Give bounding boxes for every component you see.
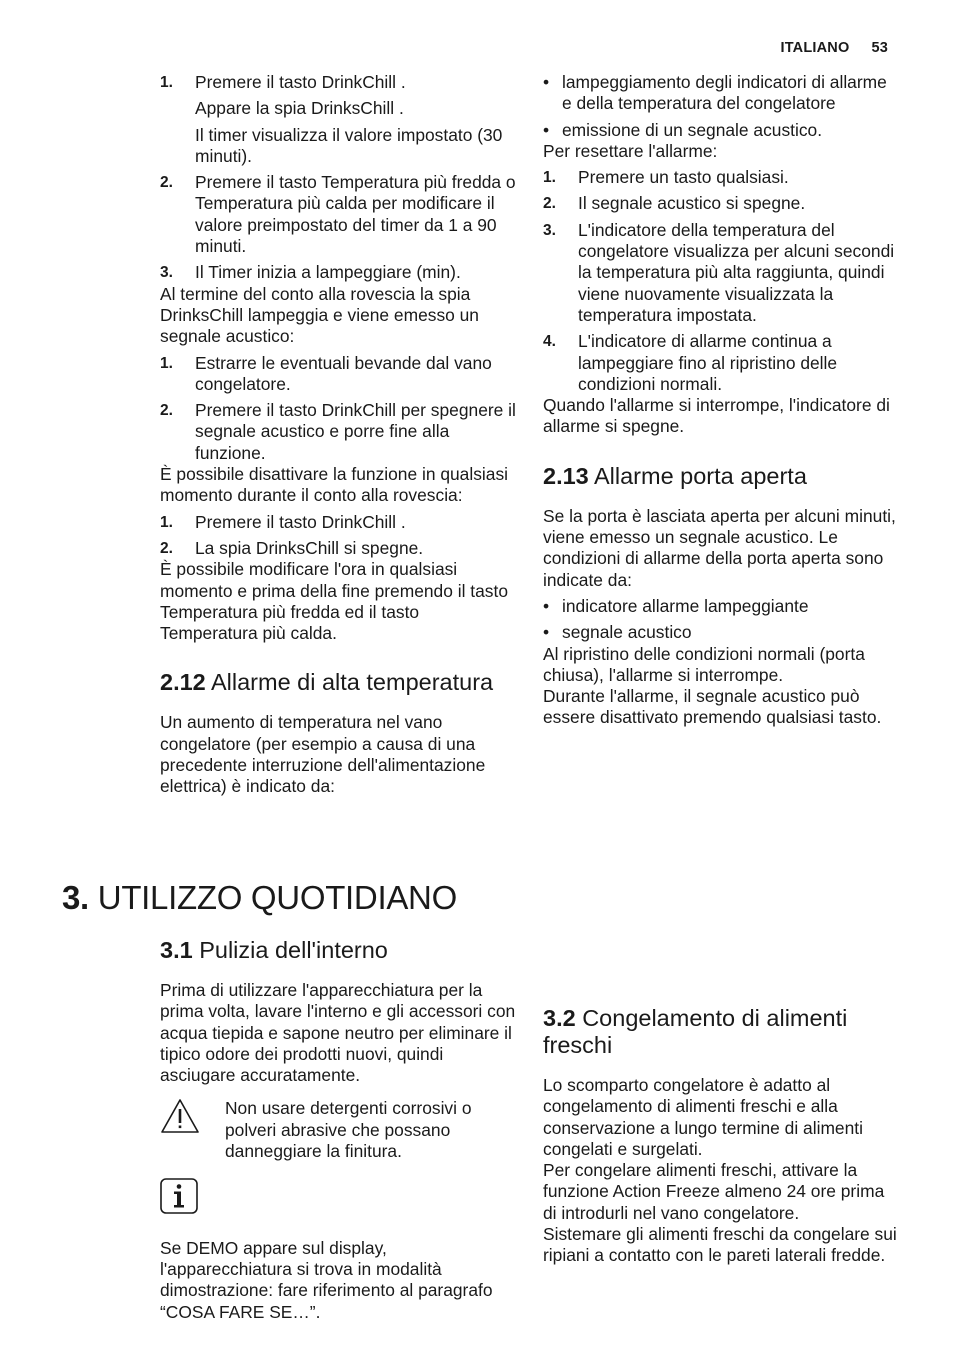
bullet-text: segnale acustico [562, 622, 692, 643]
column-left-top [160, 72, 516, 798]
paragraph: Se DEMO appare sul display, l'apparecchiatura si trova in modalità dimostrazione: fare riferimento al paragrafo “COSA FARE SE…”. [160, 1237, 493, 1322]
step-subtext: Appare la spia DrinksChill . [195, 98, 404, 119]
bullet-item: • indicatore allarme lampeggiante [543, 596, 899, 617]
paragraph: Se la porta è lasciata aperta per alcuni minuti, viene emesso un segnale acustico. Le condizioni di allarme della porta aperta sono indicate da: [543, 505, 896, 590]
step-text: Premere il tasto DrinkChill per spegnere il segnale acustico e porre fine alla funzione. [195, 400, 516, 463]
step-item [160, 512, 516, 533]
step-number: 2. [160, 402, 173, 420]
step-text: Premere un tasto qualsiasi. [578, 167, 789, 188]
bullet-item: • emissione di un segnale acustico. [543, 120, 899, 141]
step-number: 4. [543, 333, 556, 351]
info-icon [160, 1178, 516, 1219]
paragraph: Lo scomparto congelatore è adatto al congelamento di alimenti freschi e alla conservazione a lungo termine di alimenti congelati e surgelati. [543, 1075, 863, 1159]
section-title: Allarme porta aperta [593, 462, 807, 489]
section-number: 3.1 [160, 937, 193, 963]
step-number: 1. [160, 513, 173, 531]
section-title: Pulizia dell'interno [199, 937, 388, 963]
warning-icon [160, 1098, 225, 1162]
step-text: Il segnale acustico si spegne. [578, 193, 806, 214]
paragraph: Prima di utilizzare l'apparecchiatura per la prima volta, lavare l'interno e gli accessori con acqua tiepida e sapone neutro per eliminare il tipico odore dei prodotti nuovi, quindi asciugare accuratamente. [160, 980, 516, 1086]
section-number: 3.2 [543, 1005, 576, 1031]
bullet-text: lampeggiamento degli indicatori di allarme e della temperatura del congelatore [562, 72, 887, 114]
column-right-top [543, 72, 899, 729]
step-number: 1. [543, 169, 556, 187]
paragraph: Durante l'allarme, il segnale acustico può essere disattivato premendo qualsiasi tasto. [543, 686, 882, 728]
paragraph: Al ripristino delle condizioni normali (porta chiusa), l'allarme si interrompe. [543, 643, 865, 685]
section-heading-3-1 [160, 937, 516, 964]
step-number: 3. [543, 221, 556, 239]
step-text: Estrarre le eventuali bevande dal vano congelatore. [195, 352, 492, 394]
column-left-bottom [160, 937, 516, 1323]
step-item [543, 167, 899, 188]
page-header [780, 38, 888, 59]
page-number: 53 [871, 40, 888, 56]
bullet-text: emissione di un segnale acustico. [562, 119, 823, 140]
chapter-number: 3. [62, 879, 89, 916]
step-item [543, 331, 899, 395]
step-number: 2. [543, 195, 556, 213]
section-number: 2.12 [160, 669, 206, 696]
paragraph: Sistemare gli alimenti freschi da congelare sui ripiani a contatto con le pareti laterali fredde. [543, 1224, 897, 1266]
column-right-bottom [543, 937, 899, 1267]
section-number: 2.13 [543, 462, 589, 489]
step-item [543, 220, 899, 326]
step-text: Premere il tasto DrinkChill . [195, 72, 406, 92]
bullet-item: • lampeggiamento degli indicatori di allarme e della temperatura del congelatore [543, 72, 899, 115]
step-text: L'indicatore di allarme continua a lampeggiare fino al ripristino delle condizioni normali. [578, 331, 838, 394]
step-number: 2. [160, 174, 173, 192]
chapter-title: UTILIZZO QUOTIDIANO [97, 879, 457, 916]
paragraph: Per congelare alimenti freschi, attivare la funzione Action Freeze almeno 24 ore prima di introdurli nel vano congelatore. [543, 1160, 885, 1223]
step-number: 2. [160, 539, 173, 557]
step-text: Premere il tasto Temperatura più fredda o Temperatura più calda per modificare il valore preimpostato del timer da 1 a 90 minuti. [195, 172, 516, 257]
step-item [160, 262, 516, 283]
paragraph: È possibile modificare l'ora in qualsiasi momento e prima della fine premendo il tasto Temperatura più fredda ed il tasto Temperatura più calda. [160, 559, 508, 644]
step-item [160, 400, 516, 464]
chapter-heading [62, 878, 457, 918]
paragraph: Al termine del conto alla rovescia la spia DrinksChill lampeggia e viene emesso un segnale acustico: [160, 283, 479, 347]
step-item [160, 353, 516, 396]
section-heading-3-2 [543, 1005, 899, 1059]
step-number: 1. [160, 74, 173, 91]
paragraph: È possibile disattivare la funzione in qualsiasi momento durante il conto alla rovescia: [160, 464, 509, 506]
bullet-text: indicatore allarme lampeggiante [562, 595, 809, 616]
step-text: La spia DrinksChill si spegne. [195, 537, 424, 558]
step-number: 3. [160, 264, 173, 282]
section-heading-2-12 [160, 669, 516, 696]
step-item [160, 538, 516, 559]
section-title: Congelamento di alimenti freschi [543, 1005, 848, 1058]
step-number: 1. [160, 354, 173, 372]
bullet-item: • segnale acustico [543, 622, 899, 643]
paragraph: Per resettare l'allarme: [543, 140, 718, 161]
warning-note [160, 1098, 516, 1162]
warning-text: Non usare detergenti corrosivi o polveri abrasive che possano danneggiare la finitura. [225, 1098, 472, 1162]
step-item [160, 72, 516, 93]
step-item [543, 193, 899, 214]
paragraph: Un aumento di temperatura nel vano congelatore (per esempio a causa di una precedente interruzione dell'alimentazione elettrica) è indicato da: [160, 712, 486, 797]
step-text: L'indicatore della temperatura del congelatore visualizza per alcuni secondi la temperatura più alta raggiunta, quindi viene nuovamente visualizzata la temperatura impostata. [578, 219, 895, 325]
header-language: ITALIANO [780, 40, 850, 56]
section-heading-2-13 [543, 463, 899, 490]
paragraph: Quando l'allarme si interrompe, l'indicatore di allarme si spegne. [543, 395, 890, 437]
step-item [160, 172, 516, 257]
step-subtext: Il timer visualizza il valore impostato (30 minuti). [195, 124, 503, 166]
step-text: Il Timer inizia a lampeggiare (min). [195, 262, 461, 283]
section-title: Allarme di alta temperatura [210, 669, 494, 696]
step-text: Premere il tasto DrinkChill . [195, 511, 406, 532]
